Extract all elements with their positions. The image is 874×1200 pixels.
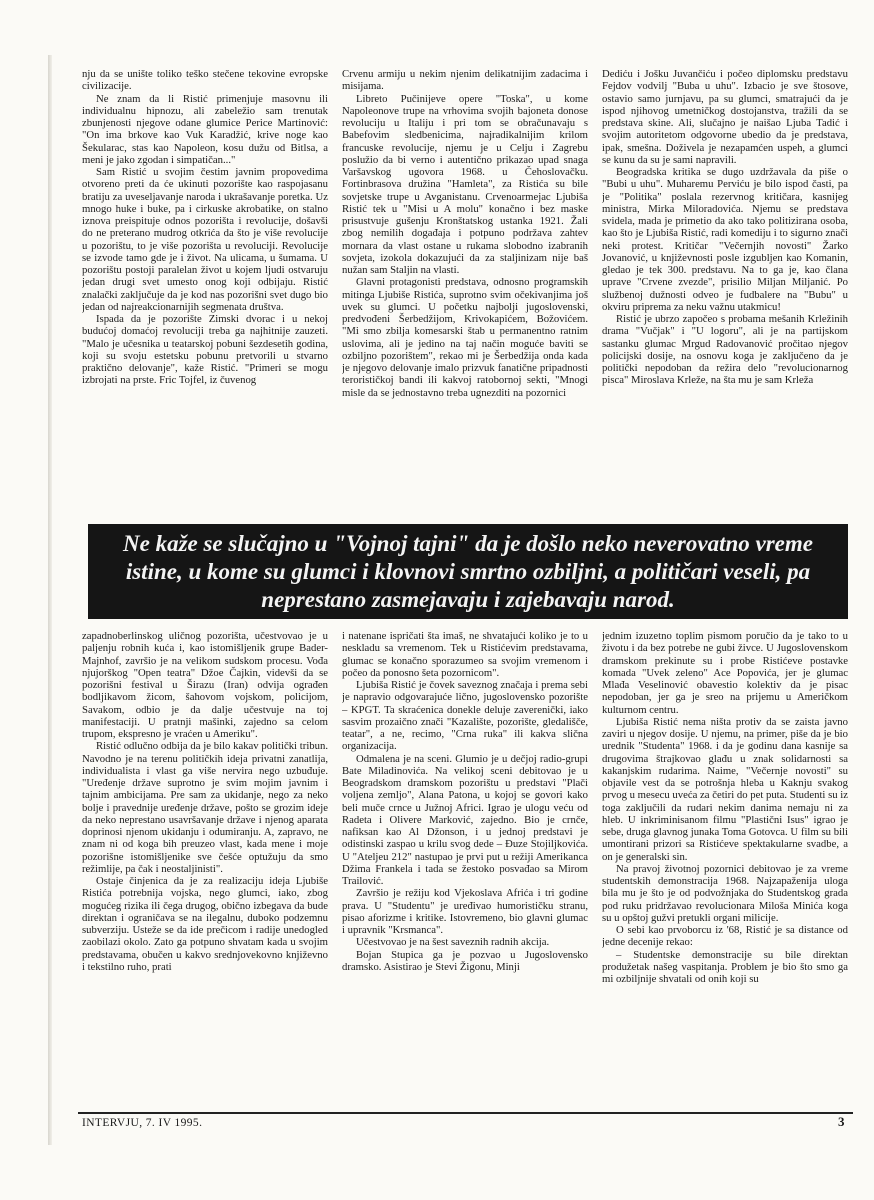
article-paragraph: Libreto Pučinijeve opere "Toska", u kome Napoleonove trupe na vrhovima svojih bajoneta donose revoluciju u Italiju i pri tom se obračunavaju s Babefovim sledbenicima, najradikalnijim krilom francuske revolucije, njemu je u Celju i Zagrebu poslužio da bi verno i autentično prikazao upad snaga Varšavskog ugovora 1968. u Čehoslovačku. Fortinbrasova družina "Hamleta", za Ristića su bile sovjetske trupe u Avganistanu. Crvenoarmejac Ljubiša Ristić tek u "Misi u A molu" konačno i bez maske prisustvuje gušenju Kronštatskog ustanka 1921. Žali zbog nemilih događaja i potpuno podržava zahtev mornara da vlast ostane u rukama slobodno izabranih sovjeta, izokola dokazujući da za staljinizam nije baš nužan sam Staljin na vlasti. — [342, 92, 588, 276]
page-number: 3 — [838, 1114, 845, 1129]
article-paragraph: Glavni protagonisti predstava, odnosno programskih mitinga Ljubiše Ristića, suprotno svim očekivanjima još uvek su glumci. U početku najbolji jugoslovenski, predvođeni Šerbedžijom, Krivokapićem, Božovićem. "Mi smo zbilja komesarski štab u permanentno ratnim uslovima, ali je jedino na taj način moguće baviti se ozbiljno pozorištem", rekao mi je Šerbedžija onda kada je njegovo delovanje imalo prizvuk fanatične pripadnosti terorističkoj bandi ili kakvoj ratobornoj sekti, "Mnogi misle da se jednostavno treba ugnezditi na pozornici — [342, 276, 588, 399]
article-paragraph: Ristić odlučno odbija da je bilo kakav politički tribun. Navodno je na terenu političkih ideja privatni zanatlija, individualista i vlast ga više nervira nego uzbuđuje. "Uređenje države suprotno je svim mojim javnim i tajnim ambicijama. Pre sam za ukidanje, nego za neko bolje i pravednije uređenje države, pošto se grozim ideje da neko neprestano usavršavanje države i njenog aparata doprinosi njenom ukidanju i odumiranju. A, zapravo, ne znam ni od koga bih preuzeo vlast, kada mene i moje pozorišne istomišljenike sve češće optužuju da smo režimlije, pa čak i neostaljinisti". — [82, 740, 328, 875]
article-paragraph: Dediću i Jošku Juvančiću i počeo diplomsku predstavu Fejdov vodvilj "Buba u uhu". Izbacio je sve štosove, ostavio samo jurnjavu, pa su glumci, smatrajući da je ispod njihovog umetničkog dostojanstva, tražili da se predstava skine. Ali, slučajno je naišao Ljuba Tadić i svojim autoritetom odgovorne ubedio da je predstava, ipak, smešna. Doživela je nezapamćen uspeh, a glumci se kunu da su je sami napravili. — [602, 68, 848, 166]
top-column-1 — [82, 68, 328, 523]
article-paragraph: Bojan Stupica ga je pozvao u Jugoslovensko dramsko. Asistirao je Stevi Žigonu, Minji — [342, 948, 588, 973]
pull-quote: Ne kaže se slučajno u "Vojnoj tajni" da je došlo neko neverovatno vreme istine, u kome su glumci i klovnovi smrtno ozbiljni, a političari veseli, pa neprestano zasmejavaju i zajebavaju narod. — [88, 524, 848, 619]
article-paragraph: i natenane ispričati šta imaš, ne shvatajući koliko je to u neskladu sa vremenom. Tek u Ristićevim predstavama, glumac se konačno sporazumeo sa svojim vremenom i počeo da ponosno šeta pozornicom". — [342, 630, 588, 679]
article-paragraph: Učestvovao je na šest saveznih radnih akcija. — [356, 936, 550, 949]
article-paragraph: Ne znam da li Ristić primenjuje masovnu ili individualnu hipnozu, ali zabeležio sam trenutak zbunjenosti njegove odane glumice Perice Martinović: "On ima brkove kao Vuk Karadžić, krive noge kao Šekularac, stas kao Napoleon, kosu dužu od Bitlsa, a meni je jako zgodan i simpatičan..." — [82, 92, 328, 166]
article-paragraph: Ispada da je pozorište Zimski dvorac i u nekoj budućoj domaćoj revoluciji treba ga najhitnije zauzeti. "Malo je učesnika u teatarskoj pobuni šezdesetih godina, koji su svoju estetsku pobunu pretvorili u stvarno praktično delovanje", kaže Ristić. "Primeri se mogu izbrojati na prste. Fric Tojfel, iz čuvenog — [82, 313, 328, 387]
article-paragraph: O sebi kao prvoborcu iz '68, Ristić je sa distance od jedne decenije rekao: — [602, 924, 848, 949]
article-paragraph: jednim izuzetno toplim pismom poručio da je tako to u životu i da bez potrebe ne gubi živce. U Jugoslovenskom dramskom prekinute su i probe Ristićeve postavke komada "Uvek zeleno" Ace Popovića, jer je glumac Mlađa Veselinović obavestio kolektiv da je pisac nepodoban, jer ga je sreo na prijemu u Američkom kulturnom centru. — [602, 630, 848, 716]
article-paragraph: Sam Ristić u svojim čestim javnim propovedima otvoreno preti da će ukinuti pozorište kao raspojasanu bratiju za uveseljavanje naroda i ukrašavanje poretka. Uz mnogo huke i buke, pa i cirkuske akrobatike, on stalno iznova preispituje odnos pozorišta i revolucije, došavši do ne preterano mudrog otkrića da što je više revolucije u pozorištu, to je više pozorišta u revoluciji. Revolucije se izvode tamo gde je i život. Na ulicama, u šumama. U pozorištu postoji paralelan život u kojem ljudi ostvaruju jedan drugi svet umesto onog koji odbijaju. Ristić znalački zaključuje da je kod nas pozorišni svet dugo bio jedan od najreakcionarnijih segmenata društva. — [82, 166, 328, 313]
top-column-2 — [342, 68, 588, 523]
article-paragraph: Na pravoj životnoj pozornici debitovao je za vreme studentskih demonstracija 1968. Najzapaženija uloga bila mu je što je od podvožnjaka do Studentskog grada pod ruku pridržavao revolucionara Miloša Minića koga su u opštoj gužvi pretukli organi milicije. — [602, 862, 848, 924]
article-paragraph: nju da se unište toliko teško stečene tekovine evropske civilizacije. — [82, 68, 328, 93]
top-column-3 — [602, 68, 848, 523]
publication-date: INTERVJU, 7. IV 1995. — [82, 1117, 203, 1129]
article-paragraph: Završio je režiju kod Vjekoslava Afrića i tri godine prava. U "Studentu" je uređivao humorističku stranu, pisao aforizme i kritike. Istovremeno, bio glavni glumac i upravnik "Krsmanca". — [342, 887, 588, 936]
article-paragraph: Beogradska kritika se dugo uzdržavala da piše o "Bubi u uhu". Muharemu Perviću je bilo ispod časti, pa je "Politika" poslala rezervnog kritičara, kasnijeg ministra, Mirka Miloradovića. Njemu se predstava svidela, mada je primetio da ako tako politizirana osoba, kao što je Ljubiša Ristić, radi komediju i to sigurno znači neki protest. Kritičar "Večernjih novosti" Žarko Jovanović, u književnosti posle izgubljen kao Komanin, gledao je tek 300. predstavu. Na to ga je, kao člana uprave "Crvene zvezde", prisilio Miljan Miljanić. Po službenoj dužnosti odveo je fudbalere na "Bubu" u okviru priprema za neku važnu utakmicu! — [602, 166, 848, 313]
article-paragraph: Crvenu armiju u nekim njenim delikatnijim zadacima i misijama. — [342, 68, 588, 93]
article-paragraph: Odmalena je na sceni. Glumio je u dečjoj radio-grupi Bate Miladinovića. Na velikoj sceni debitovao je u Beogradskom dramskom pozorištu u predstavi "Plači voljena zemljo", Alana Patona, u kojoj se govori kako beli muče crnce u Južnoj Africi. Igrao je ulogu veću od Radeta i Olivere Marković, zajedno. Bio je crnče, nafiksan kao Al Džonson, i u jednoj predstavi je odistinski zaspao u krilu svog dede – Đuze Stojiljkovića. U "Atelјeu 212" nastupao je prvi put u režiji Amerikanca Džima Frankela i tada se žestoko posvađao sa Mirom Trailović. — [342, 752, 588, 887]
article-paragraph: – Studentske demonstracije su bile direktan produžetak našeg vaspitanja. Problem je bio što smo ga mi ozbiljnije shvatali od onih koji su — [602, 948, 848, 985]
footer-rule — [78, 1112, 853, 1114]
scan-edge-shadow — [48, 55, 52, 1145]
bottom-column-1 — [82, 630, 328, 1108]
bottom-columns — [82, 630, 848, 1108]
article-paragraph: Ristić je ubrzo započeo s probama mešanih Krležinih drama "Vučjak" i "U logoru", ali je na partijskom sastanku glumac Mrgud Radovanović pročitao njegov policijski dosije, na osnovu koga je zaključeno da je politički nepodoban da režira delo "revolucionarnog pisca" Miroslava Krleže, na šta mu je sam Krleža — [602, 313, 848, 387]
article-paragraph: Ljubiša Ristić je čovek saveznog značaja i prema sebi je napravio odgovarajuće lično, jugoslovensko pozorište – KPGT. Ta skraćenica donekle deluje zaverenički, iako sasvim prozaično znači "Kazalište, pozorište, gledališče, teatar", a ne, recimo, "Crna ruka" ili kakva slična organizacija. — [342, 679, 588, 753]
article-paragraph: Ljubiša Ristić nema ništa protiv da se zaista javno zaviri u njegov dosije. U njemu, na primer, piše da je bio urednik "Studenta" 1968. i da je godinu dana kasnije sa drugovima štrajkovao glađu u znak solidarnosti sa kakanjskim rudarima. Naime, "Večernje novosti" su objavile vest da se potrošnja hleba u Kaknju svakog prvog u mesecu uveća za četiri do pet puta. Studenti su iz toga zaključili da rudari nekim danima nemaju ni za hleb. U inkriminisanom filmu "Plastični Isus" igrao je sebe, drugа glavnog junaka Toma Gotovca. U film su bili umontirani prizori sa Ristićeve spektakularne svadbe, a on je generalski sin. — [602, 715, 848, 863]
top-columns — [82, 68, 848, 523]
bottom-column-2 — [342, 630, 588, 1108]
article-paragraph: zapadnoberlinskog uličnog pozorišta, učestvovao je u paljenju robnih kuća i, kao istomišljenik grupe Bader-Majnhof, završio je na velikom sudskom procesu. Vođa njujorškog "Open teatra" Džoe Čajkin, videvši da se pozorišni festival u Širazu (Iran) odvija ograđen bodljikavom žicom, šahovom vojskom, policijom, Savakom, odbio je da dalje učestvuje na toj manifestaciji. U pratnji mašinki, zajedno sa celom trupom, ekspresno je vraćen u Ameriku". — [82, 630, 328, 740]
article-paragraph: Ostaje činjenica da je za realizaciju ideja Ljubiše Ristića potrebnija vojska, nego glumci, iako, zbog mogućeg rizika ili čega drugog, obično izbegava da bude direktan i ograničava se na ilegalnu, duboko podzemnu subverziju. Ustežе se da ide prečicom i radije unedogled zaobilazi okolo. Zato ga potpuno shvatam kada u svojim predstavama, obučen u kakvo srednjovekovno književno i tekstilno ruho, prati — [82, 875, 328, 973]
bottom-column-3 — [602, 630, 848, 1108]
